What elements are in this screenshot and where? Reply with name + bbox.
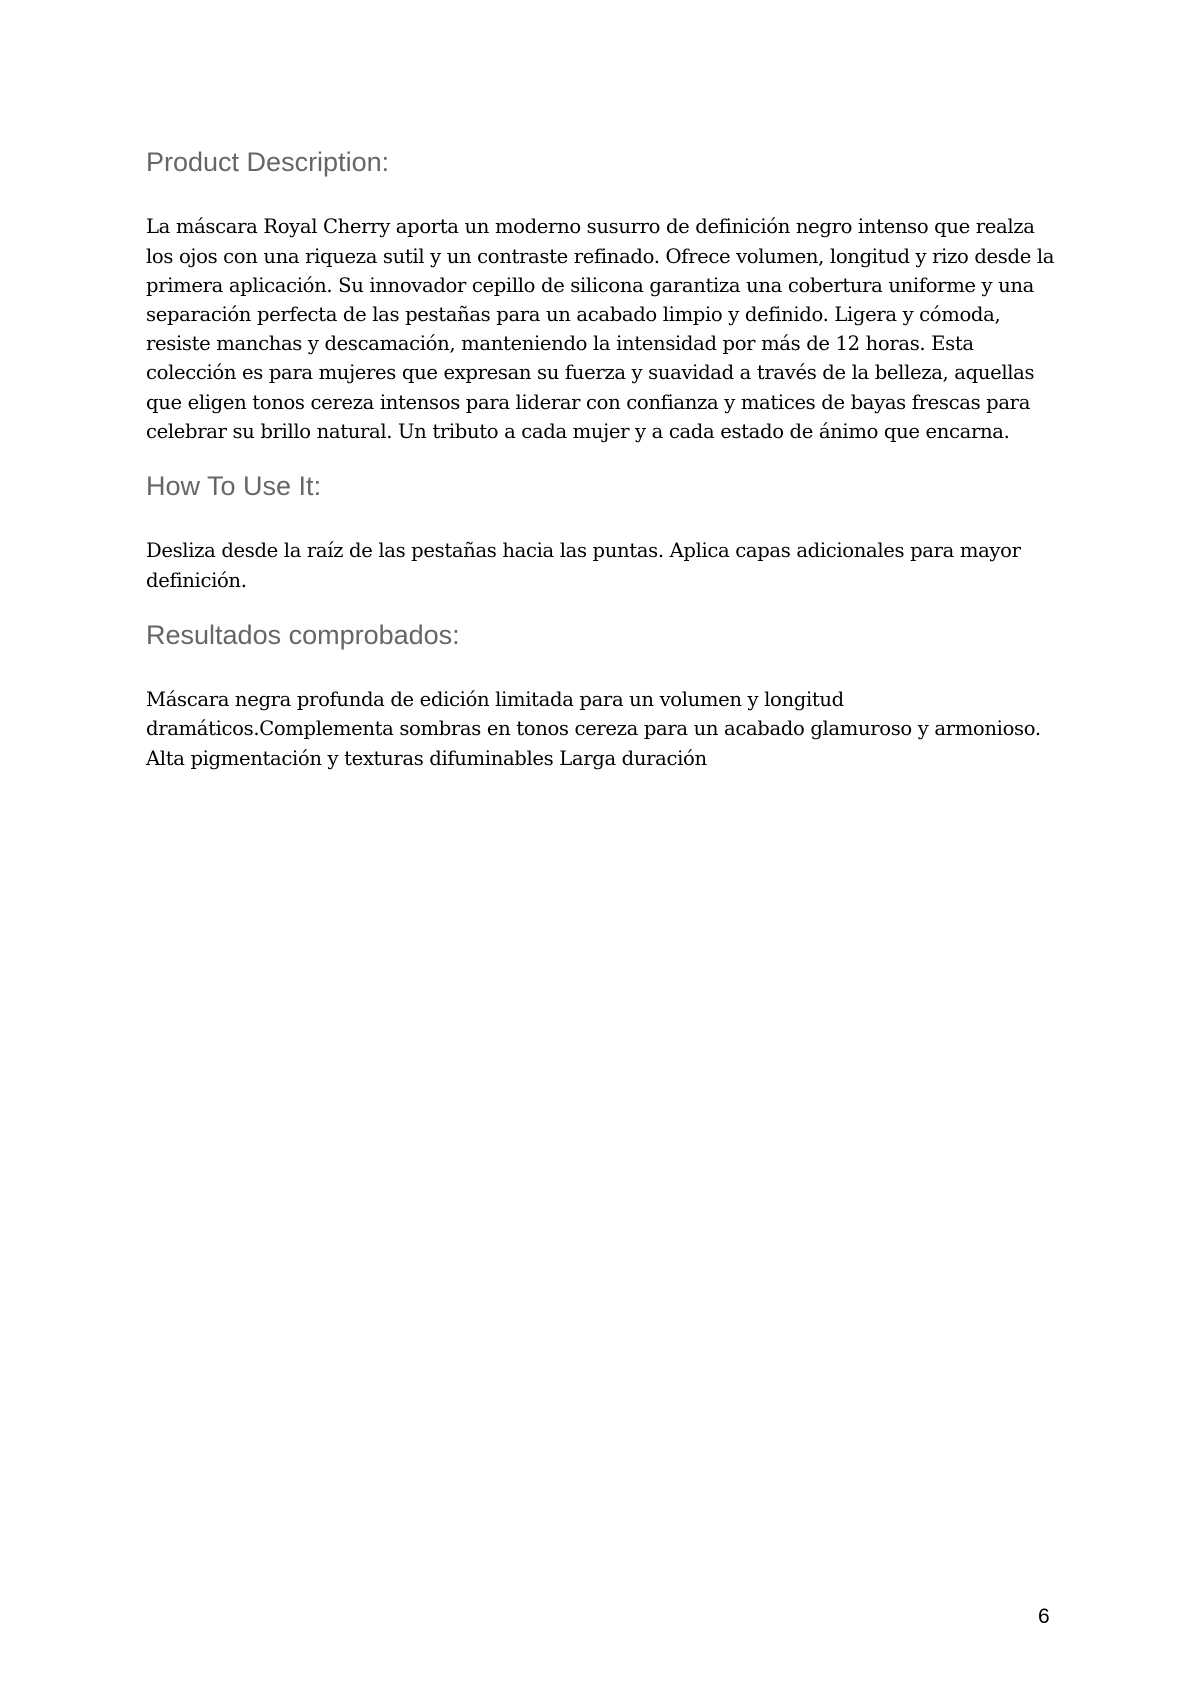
section-heading: How To Use It:	[146, 471, 322, 502]
section-results	[146, 619, 1066, 773]
section-product-description	[146, 146, 1066, 446]
section-how-to-use	[146, 470, 1066, 595]
section-body: Máscara negra profunda de edición limitada para un volumen y longitud dramáticos.Complementa sombras en tonos cereza para un acabado glamuroso y armonioso. Alta pigmentación y texturas difuminables Larga duración	[146, 688, 1041, 770]
section-body: Desliza desde la raíz de las pestañas hacia las puntas. Aplica capas adicionales para mayor definición.	[146, 539, 1021, 592]
page-number: 6	[1038, 1605, 1050, 1628]
page-content	[146, 146, 1066, 797]
section-heading: Resultados comprobados:	[146, 619, 460, 650]
section-heading: Product Description:	[146, 147, 390, 177]
section-body: La máscara Royal Cherry aporta un moderno susurro de definición negro intenso que realza los ojos con una riqueza sutil y un contraste refinado. Ofrece volumen, longitud y rizo desde la primera aplicación. Su innovador cepillo de silicona garantiza una cobertura uniforme y una separación perfecta de las pestañas para un acabado limpio y definido. Ligera y cómoda, resiste manchas y descamación, manteniendo la intensidad por más de 12 horas. Esta colección es para mujeres que expresan su fuerza y suavidad a través de la belleza, aquellas que eligen tonos cereza intensos para liderar con confianza y matices de bayas frescas para celebrar su brillo natural. Un tributo a cada mujer y a cada estado de ánimo que encarna.	[146, 215, 1055, 443]
